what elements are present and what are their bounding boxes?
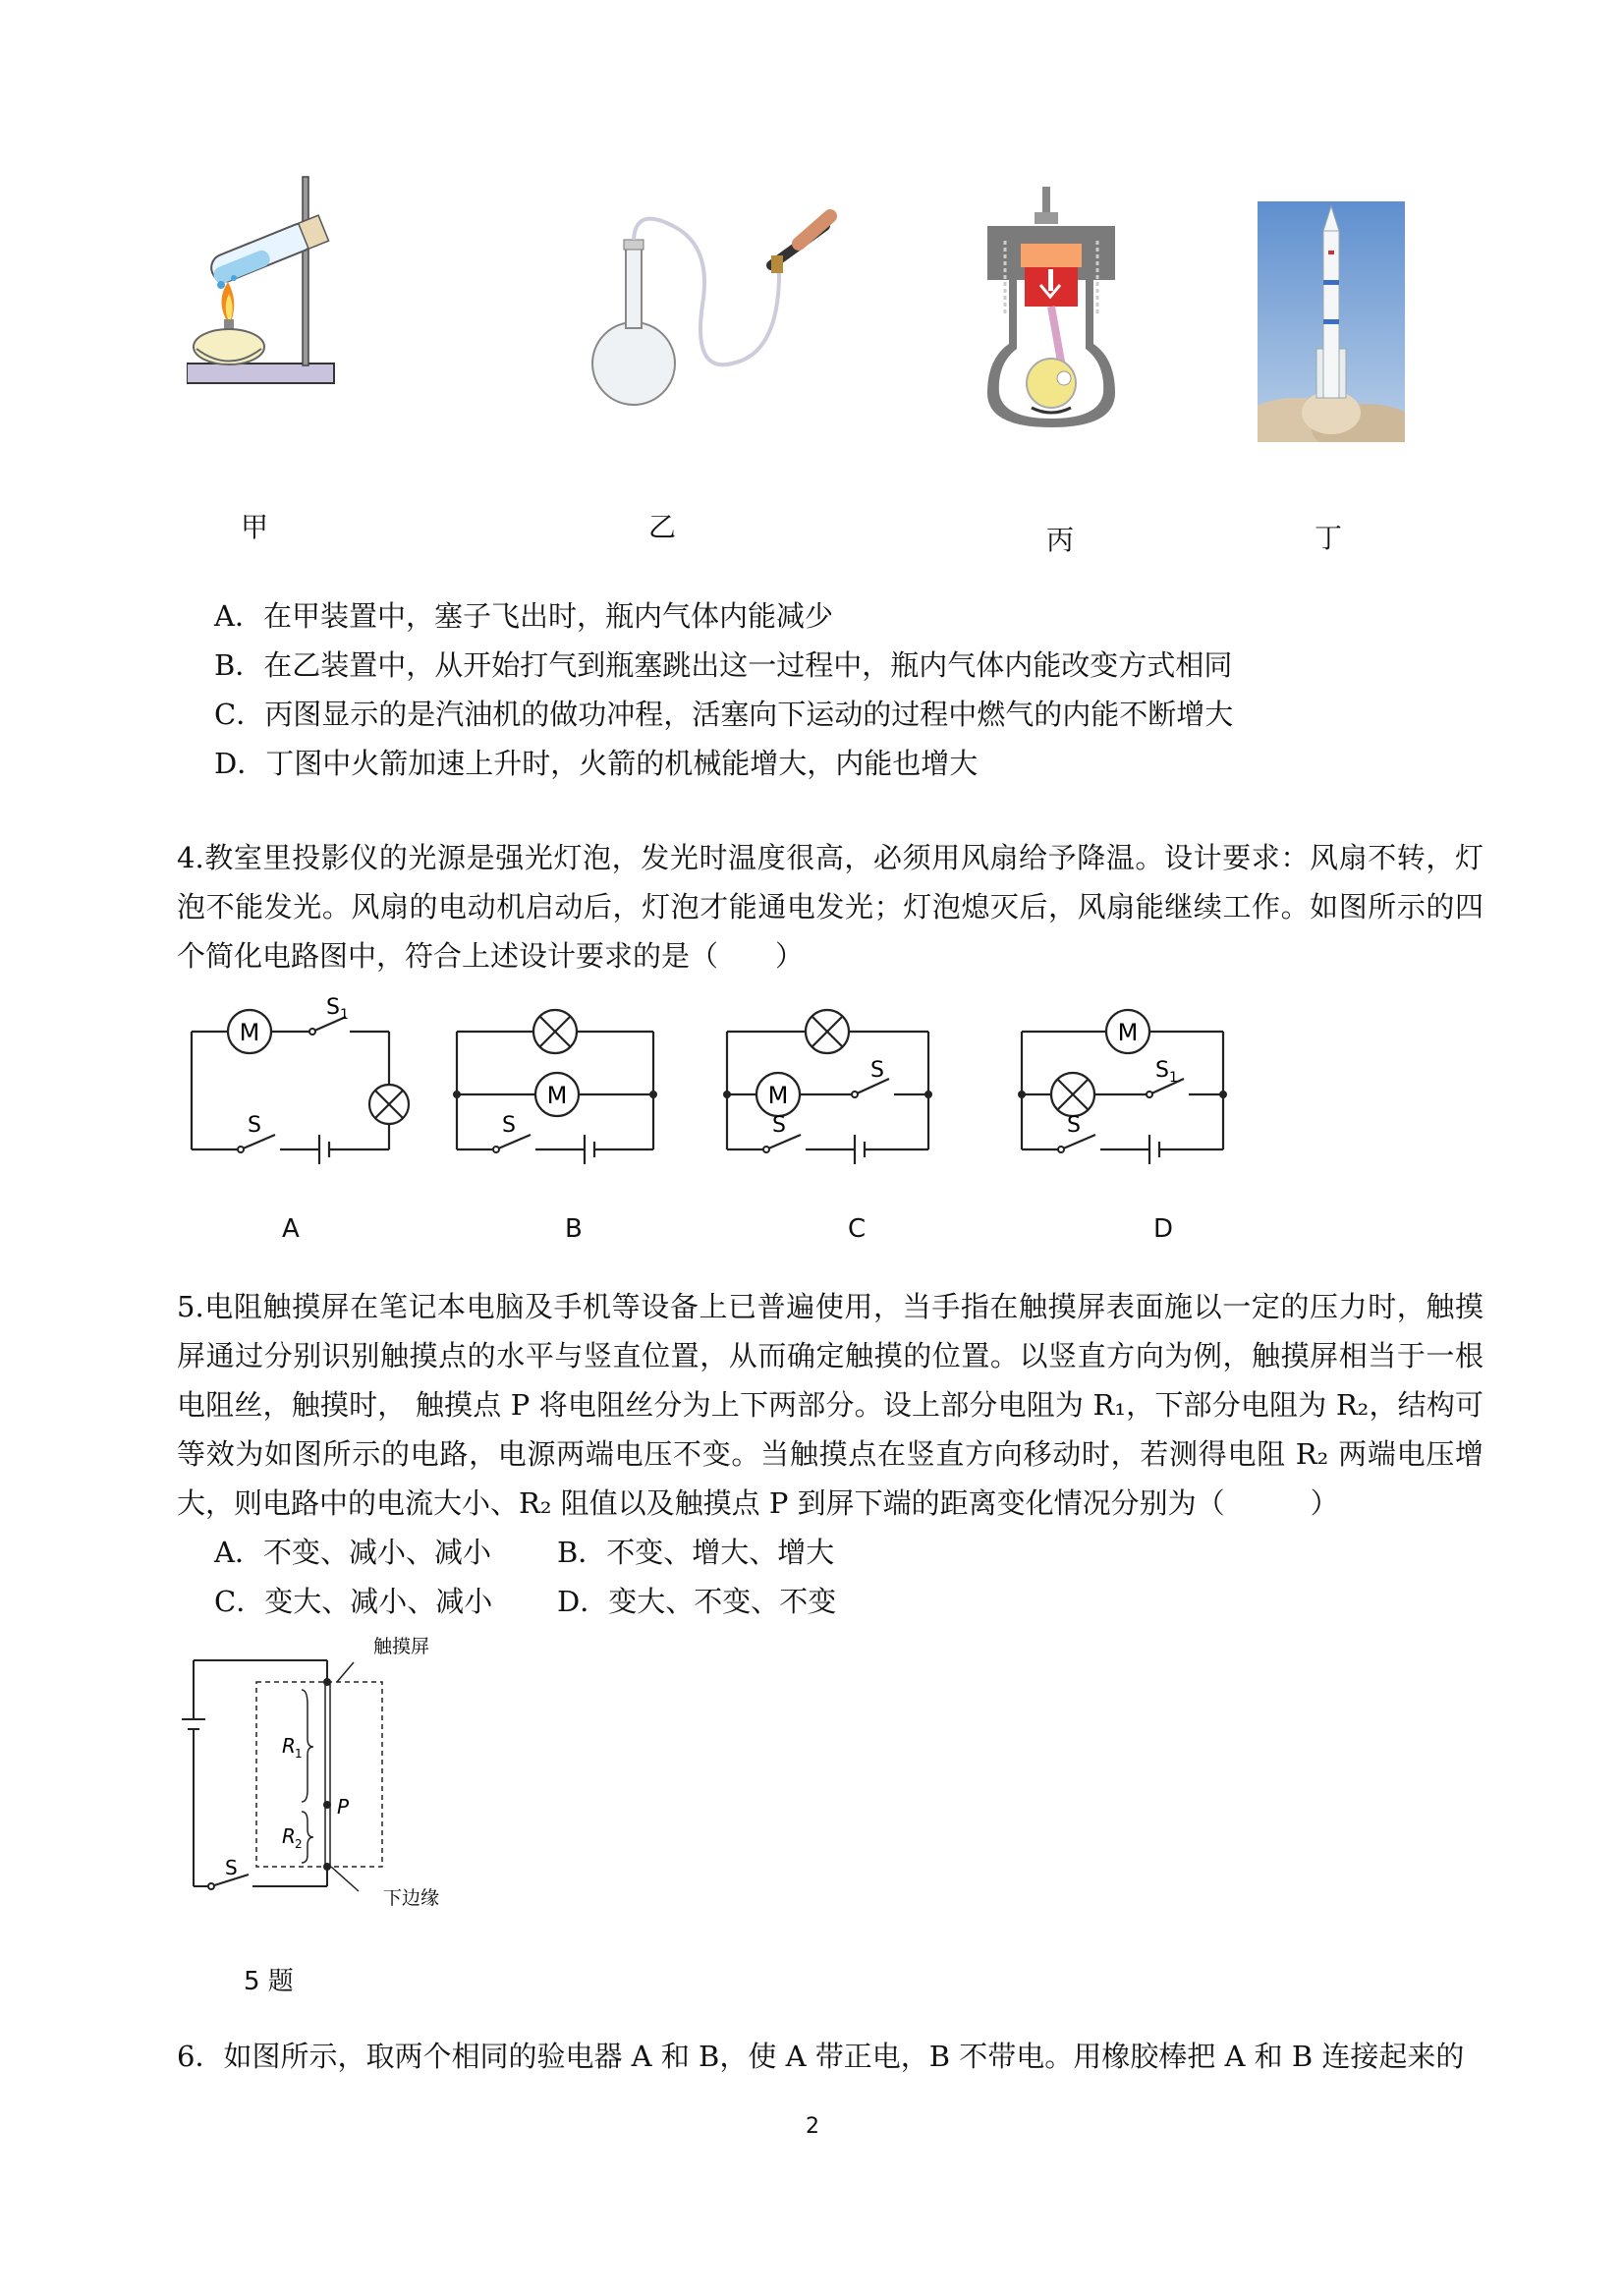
q3-option-c: C．丙图显示的是汽油机的做功冲程，活塞向下运动的过程中燃气的内能不断增大 — [214, 698, 1234, 731]
circuit-b-switch-symbol: S — [502, 1113, 516, 1138]
circuit-c-motor-symbol: M — [767, 1082, 789, 1109]
q5-option-d: D．变大、不变、不变 — [557, 1585, 837, 1618]
figure-jia-label: 甲 — [241, 511, 269, 543]
q5-option-a: A．不变、减小、减小 — [214, 1536, 491, 1569]
circuit-a-switch1-symbol: S — [326, 995, 340, 1020]
circuit-d — [1012, 992, 1238, 1179]
q3-option-b: B．在乙装置中，从开始打气到瓶塞跳出这一过程中，瓶内气体内能改变方式相同 — [214, 648, 1233, 682]
q3-option-a: A．在甲装置中，塞子飞出时，瓶内气体内能减少 — [214, 599, 833, 633]
q5-label-r1: R — [282, 1734, 296, 1758]
q4-question-text: 4.教室里投影仪的光源是强光灯泡，发光时温度很高，必须用风扇给予降温。设计要求：风扇不转，灯泡不能发光。风扇的电动机启动后，灯泡才能通电发光；灯泡熄灭后，风扇能继续工作。如图所示的四个简化电路图中，符合上述设计要求的是（ ） — [177, 841, 1483, 973]
q5-question-text: 5.电阻触摸屏在笔记本电脑及手机等设备上已普遍使用，当手指在触摸屏表面施以一定的压力时，触摸屏通过分别识别触摸点的水平与竖直位置，从而确定触摸的位置。以竖直方向为例，触摸屏相当于一根电阻丝，触摸时， 触摸点 P 将电阻丝分为上下两部分。设上部分电阻为 R₁，下部分电阻为 R₂，结构可等效为如图所示的电路，电源两端电压不变。当触摸点在竖直方向移动时，若测得电阻 R₂ 两端电压增大，则电路中的电流大小、R₂ 阻值以及触摸点 P 到屏下端的距离变化情况分别为（ ） — [177, 1290, 1483, 1520]
q5-label-r1-subscript: 1 — [295, 1747, 303, 1761]
figure-ding-illustration — [1258, 201, 1405, 442]
q5-touch-screen-diagram — [182, 1621, 476, 1926]
circuit-d-switch-symbol: S — [1067, 1113, 1081, 1138]
circuit-d-label: D — [1153, 1214, 1174, 1244]
q3-option-d: D．丁图中火箭加速上升时，火箭的机械能增大，内能也增大 — [214, 747, 979, 780]
figure-bing-label: 丙 — [1046, 524, 1075, 556]
figure-yi-label: 乙 — [648, 511, 677, 543]
q5-label-s: S — [225, 1856, 238, 1879]
circuit-a — [187, 992, 422, 1179]
q5-label-r2-subscript: 2 — [295, 1837, 303, 1851]
circuit-c — [717, 992, 943, 1179]
circuit-a-switch1-subscript: 1 — [340, 1007, 349, 1023]
q5-option-c: C．变大、减小、减小 — [214, 1585, 493, 1618]
circuit-b — [447, 992, 673, 1179]
circuit-c-label: C — [848, 1214, 867, 1244]
circuit-d-switch1-symbol: S — [1155, 1058, 1169, 1083]
circuit-b-motor-symbol: M — [546, 1082, 568, 1109]
page-number: 2 — [806, 2114, 819, 2139]
q5-option-b: B．不变、增大、增大 — [557, 1536, 835, 1569]
circuit-b-label: B — [565, 1214, 583, 1244]
q5-figure-caption: 5 题 — [244, 1967, 294, 1996]
circuit-a-motor-symbol: M — [239, 1019, 260, 1046]
circuit-a-label: A — [282, 1214, 300, 1244]
q5-label-bottom-edge: 下边缘 — [383, 1887, 440, 1909]
figure-yi-illustration — [575, 206, 840, 422]
q5-label-touch-screen: 触摸屏 — [373, 1636, 430, 1657]
figure-bing-illustration — [978, 187, 1125, 432]
circuit-a-switch-symbol: S — [248, 1113, 261, 1138]
figure-jia-illustration — [187, 172, 373, 398]
circuit-d-switch1-subscript: 1 — [1169, 1070, 1178, 1086]
q5-label-r2: R — [282, 1824, 296, 1848]
circuit-c-switch1-symbol: S — [870, 1058, 884, 1083]
q6-question-text: 6．如图所示，取两个相同的验电器 A 和 B，使 A 带正电，B 不带电。用橡胶棒把 A 和 B 连接起来的 — [177, 2040, 1465, 2073]
circuit-c-switch-symbol: S — [772, 1113, 786, 1138]
q5-label-p: P — [337, 1795, 350, 1819]
circuit-d-motor-symbol: M — [1117, 1019, 1139, 1046]
figure-ding-label: 丁 — [1315, 522, 1343, 554]
